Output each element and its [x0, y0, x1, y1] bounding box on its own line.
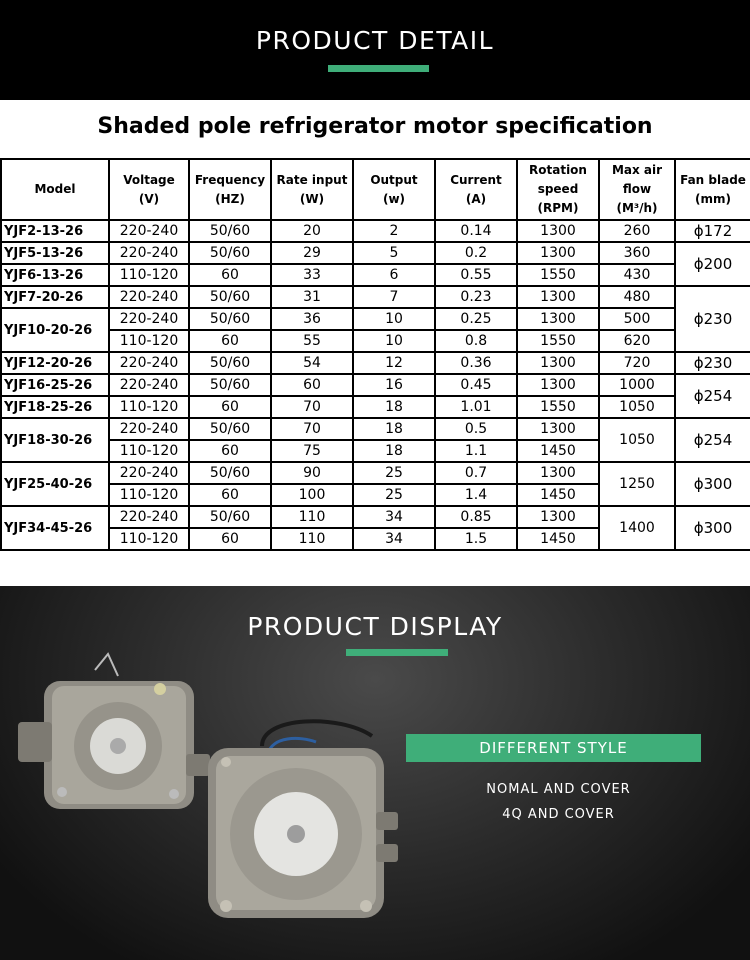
cell-fan-blade: ϕ254 [675, 374, 750, 418]
motor-photos [0, 586, 750, 960]
cell-speed: 1300 [517, 308, 599, 330]
product-display-section [0, 586, 750, 960]
table-row [1, 506, 750, 528]
cell-voltage: 220-240 [109, 308, 189, 330]
cell-voltage: 220-240 [109, 462, 189, 484]
header-rotation-speed: Rotation speed (RPM) [517, 159, 599, 220]
style-option-4q-cover: 4Q AND COVER [502, 807, 615, 822]
cell-model: YJF10-20-26 [1, 308, 109, 352]
header-voltage: Voltage (V) [109, 159, 189, 220]
cell-rate-input: 36 [271, 308, 353, 330]
cell-speed: 1300 [517, 220, 599, 242]
cell-frequency: 50/60 [189, 506, 271, 528]
table-row [1, 396, 750, 418]
cell-model: YJF5-13-26 [1, 242, 109, 264]
table-row [1, 462, 750, 484]
cell-voltage: 110-120 [109, 264, 189, 286]
table-header-row [1, 159, 750, 220]
cell-output: 18 [353, 440, 435, 462]
cell-speed: 1300 [517, 506, 599, 528]
cell-frequency: 60 [189, 330, 271, 352]
cell-voltage: 110-120 [109, 528, 189, 550]
cell-airflow: 500 [599, 308, 675, 330]
cell-current: 0.2 [435, 242, 517, 264]
header-max-air-flow: Max air flow (M³/h) [599, 159, 675, 220]
style-option-normal-cover: NOMAL AND COVER [486, 782, 631, 797]
cell-airflow: 1000 [599, 374, 675, 396]
different-style-banner: DIFFERENT STYLE [406, 734, 701, 762]
cell-frequency: 50/60 [189, 220, 271, 242]
cell-current: 0.55 [435, 264, 517, 286]
cell-fan-blade: ϕ300 [675, 506, 750, 550]
header-rate-input: Rate input (W) [271, 159, 353, 220]
cell-airflow: 1400 [599, 506, 675, 550]
cell-speed: 1300 [517, 418, 599, 440]
cell-output: 10 [353, 308, 435, 330]
cell-voltage: 220-240 [109, 242, 189, 264]
product-display-title: PRODUCT DISPLAY [247, 612, 503, 641]
cell-model: YJF7-20-26 [1, 286, 109, 308]
cell-speed: 1550 [517, 330, 599, 352]
cell-current: 0.45 [435, 374, 517, 396]
cell-model: YJF34-45-26 [1, 506, 109, 550]
cell-output: 34 [353, 528, 435, 550]
cell-rate-input: 70 [271, 396, 353, 418]
product-detail-header [0, 0, 750, 100]
cell-voltage: 110-120 [109, 330, 189, 352]
cell-speed: 1300 [517, 374, 599, 396]
cell-airflow: 260 [599, 220, 675, 242]
cell-rate-input: 70 [271, 418, 353, 440]
cell-fan-blade: ϕ230 [675, 352, 750, 374]
cell-speed: 1300 [517, 352, 599, 374]
table-row [1, 374, 750, 396]
cell-frequency: 50/60 [189, 308, 271, 330]
cell-speed: 1300 [517, 462, 599, 484]
cell-fan-blade: ϕ230 [675, 286, 750, 352]
cell-output: 2 [353, 220, 435, 242]
cell-current: 0.5 [435, 418, 517, 440]
cell-output: 7 [353, 286, 435, 308]
cell-model: YJF18-30-26 [1, 418, 109, 462]
cell-rate-input: 29 [271, 242, 353, 264]
cell-rate-input: 33 [271, 264, 353, 286]
header-model: Model [1, 159, 109, 220]
cell-output: 34 [353, 506, 435, 528]
cell-airflow: 1050 [599, 396, 675, 418]
cell-current: 0.23 [435, 286, 517, 308]
cell-frequency: 60 [189, 440, 271, 462]
cell-voltage: 220-240 [109, 418, 189, 440]
cell-current: 1.5 [435, 528, 517, 550]
cell-current: 0.85 [435, 506, 517, 528]
motor-image-right [208, 721, 398, 918]
cell-airflow: 720 [599, 352, 675, 374]
cell-output: 16 [353, 374, 435, 396]
cell-speed: 1550 [517, 396, 599, 418]
cell-output: 10 [353, 330, 435, 352]
cell-model: YJF18-25-26 [1, 396, 109, 418]
cell-current: 0.7 [435, 462, 517, 484]
table-row [1, 264, 750, 286]
cell-speed: 1550 [517, 264, 599, 286]
cell-voltage: 220-240 [109, 374, 189, 396]
cell-output: 18 [353, 418, 435, 440]
cell-current: 0.36 [435, 352, 517, 374]
cell-rate-input: 55 [271, 330, 353, 352]
title-underline [328, 65, 429, 72]
cell-rate-input: 54 [271, 352, 353, 374]
cell-frequency: 50/60 [189, 462, 271, 484]
cell-airflow: 480 [599, 286, 675, 308]
cell-fan-blade: ϕ300 [675, 462, 750, 506]
cell-speed: 1450 [517, 528, 599, 550]
cell-frequency: 50/60 [189, 418, 271, 440]
cell-frequency: 50/60 [189, 374, 271, 396]
cell-frequency: 60 [189, 396, 271, 418]
cell-current: 1.4 [435, 484, 517, 506]
cell-rate-input: 110 [271, 528, 353, 550]
specification-title: Shaded pole refrigerator motor specification [97, 114, 653, 139]
table-row [1, 308, 750, 330]
cell-airflow: 1050 [599, 418, 675, 462]
cell-frequency: 60 [189, 528, 271, 550]
cell-model: YJF16-25-26 [1, 374, 109, 396]
cell-current: 1.01 [435, 396, 517, 418]
table-row [1, 418, 750, 440]
cell-voltage: 220-240 [109, 220, 189, 242]
cell-fan-blade: ϕ200 [675, 242, 750, 286]
cell-fan-blade: ϕ172 [675, 220, 750, 242]
specification-table [0, 158, 750, 551]
cell-model: YJF2-13-26 [1, 220, 109, 242]
product-detail-title: PRODUCT DETAIL [255, 26, 495, 55]
title-underline [346, 649, 448, 656]
cell-voltage: 110-120 [109, 396, 189, 418]
cell-speed: 1450 [517, 440, 599, 462]
cell-rate-input: 75 [271, 440, 353, 462]
cell-voltage: 110-120 [109, 484, 189, 506]
cell-frequency: 50/60 [189, 352, 271, 374]
cell-airflow: 430 [599, 264, 675, 286]
cell-rate-input: 100 [271, 484, 353, 506]
cell-frequency: 50/60 [189, 286, 271, 308]
cell-output: 25 [353, 462, 435, 484]
table-row [1, 242, 750, 264]
cell-voltage: 220-240 [109, 352, 189, 374]
cell-model: YJF12-20-26 [1, 352, 109, 374]
header-current: Current (A) [435, 159, 517, 220]
table-row [1, 286, 750, 308]
cell-current: 0.8 [435, 330, 517, 352]
cell-rate-input: 90 [271, 462, 353, 484]
cell-rate-input: 20 [271, 220, 353, 242]
table-row [1, 220, 750, 242]
cell-frequency: 60 [189, 484, 271, 506]
cell-output: 18 [353, 396, 435, 418]
cell-rate-input: 110 [271, 506, 353, 528]
cell-frequency: 50/60 [189, 242, 271, 264]
cell-airflow: 620 [599, 330, 675, 352]
table-row [1, 330, 750, 352]
cell-speed: 1300 [517, 286, 599, 308]
cell-output: 5 [353, 242, 435, 264]
header-frequency: Frequency (HZ) [189, 159, 271, 220]
header-fan-blade: Fan blade (mm) [675, 159, 750, 220]
cell-model: YJF6-13-26 [1, 264, 109, 286]
cell-voltage: 220-240 [109, 286, 189, 308]
cell-model: YJF25-40-26 [1, 462, 109, 506]
cell-rate-input: 60 [271, 374, 353, 396]
cell-current: 1.1 [435, 440, 517, 462]
cell-frequency: 60 [189, 264, 271, 286]
cell-output: 25 [353, 484, 435, 506]
cell-voltage: 110-120 [109, 440, 189, 462]
motor-image-left [18, 654, 210, 809]
cell-airflow: 1250 [599, 462, 675, 506]
cell-fan-blade: ϕ254 [675, 418, 750, 462]
cell-speed: 1450 [517, 484, 599, 506]
cell-voltage: 220-240 [109, 506, 189, 528]
cell-output: 12 [353, 352, 435, 374]
cell-speed: 1300 [517, 242, 599, 264]
specification-section [0, 100, 750, 586]
cell-current: 0.25 [435, 308, 517, 330]
header-output: Output (w) [353, 159, 435, 220]
table-row [1, 352, 750, 374]
cell-output: 6 [353, 264, 435, 286]
cell-current: 0.14 [435, 220, 517, 242]
cell-rate-input: 31 [271, 286, 353, 308]
cell-airflow: 360 [599, 242, 675, 264]
